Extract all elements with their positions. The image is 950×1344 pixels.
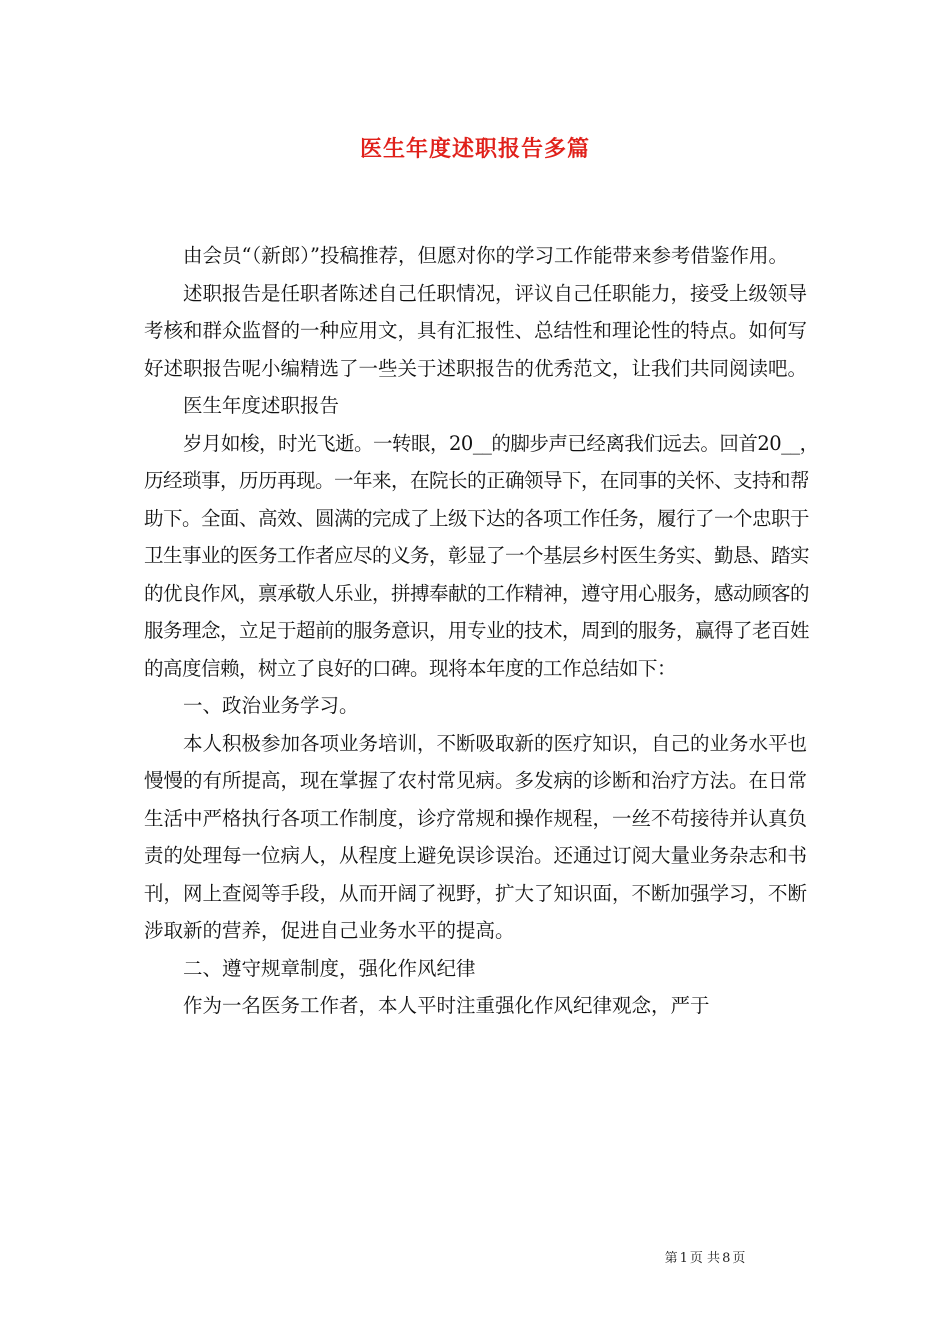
paragraph-description: 述职报告是任职者陈述自己任职情况，评议自己任职能力，接受上级领导考核和群众监督的一种应用文，具有汇报性、总结性和理论性的特点。如何写好述职报告呢小编精选了一些关于述职报告的优秀范文，让我们共同阅读吧。 <box>144 281 808 380</box>
footer-current-page: 1 <box>679 1251 688 1266</box>
paragraph-intro: 由会员“（新郎）”投稿推荐，但愿对你的学习工作能带来参考借鉴作用。 <box>183 244 788 267</box>
paragraph-discipline: 作为一名医务工作者，本人平时注重强化作风纪律观念，严于 <box>183 994 710 1017</box>
section-heading-1: 一、政治业务学习。 <box>183 694 359 717</box>
document-title: 医生年度述职报告多篇 <box>359 136 590 162</box>
section-heading-2: 二、遵守规章制度，强化作风纪律 <box>183 956 476 980</box>
document-body <box>144 237 824 1025</box>
page-number-footer <box>0 1247 950 1266</box>
footer-mid: 页 共 <box>689 1251 721 1266</box>
paragraph-study: 本人积极参加各项业务培训，不断吸取新的医疗知识，自己的业务水平也慢慢的有所提高，现在掌握了农村常见病。多发病的诊断和治疗方法。在日常生活中严格执行各项工作制度，诊疗常规和操作规程，一丝不苟接待并认真负责的处理每一位病人，从程度上避免误诊误治。还通过订阅大量业务杂志和书刊，网上查阅等手段，从而开阔了视野，扩大了知识面，不断加强学习，不断涉取新的营养，促进自己业务水平的提高。 <box>144 731 808 942</box>
footer-suffix: 页 <box>732 1251 746 1266</box>
paragraph-summary: 岁月如梭，时光飞逝。一转眼，20__的脚步声已经离我们远去。回首20__，历经琐事，历历再现。一年来，在院长的正确领导下，在同事的关怀、支持和帮助下。全面、高效、圆满的完成了上级下达的各项工作任务，履行了一个忠职于卫生事业的医务工作者应尽的义务，彰显了一个基层乡村医生务实、勤恳、踏实的优良作风，禀承敬人乐业，拼搏奉献的工作精神，遵守用心服务，感动顾客的服务理念，立足于超前的服务意识，用专业的技术，周到的服务，赢得了老百姓的高度信赖，树立了良好的口碑。现将本年度的工作总结如下： <box>144 431 819 680</box>
footer-prefix: 第 <box>664 1251 678 1266</box>
paragraph-subtitle: 医生年度述职报告 <box>183 394 340 417</box>
footer-total-pages: 8 <box>722 1251 731 1266</box>
